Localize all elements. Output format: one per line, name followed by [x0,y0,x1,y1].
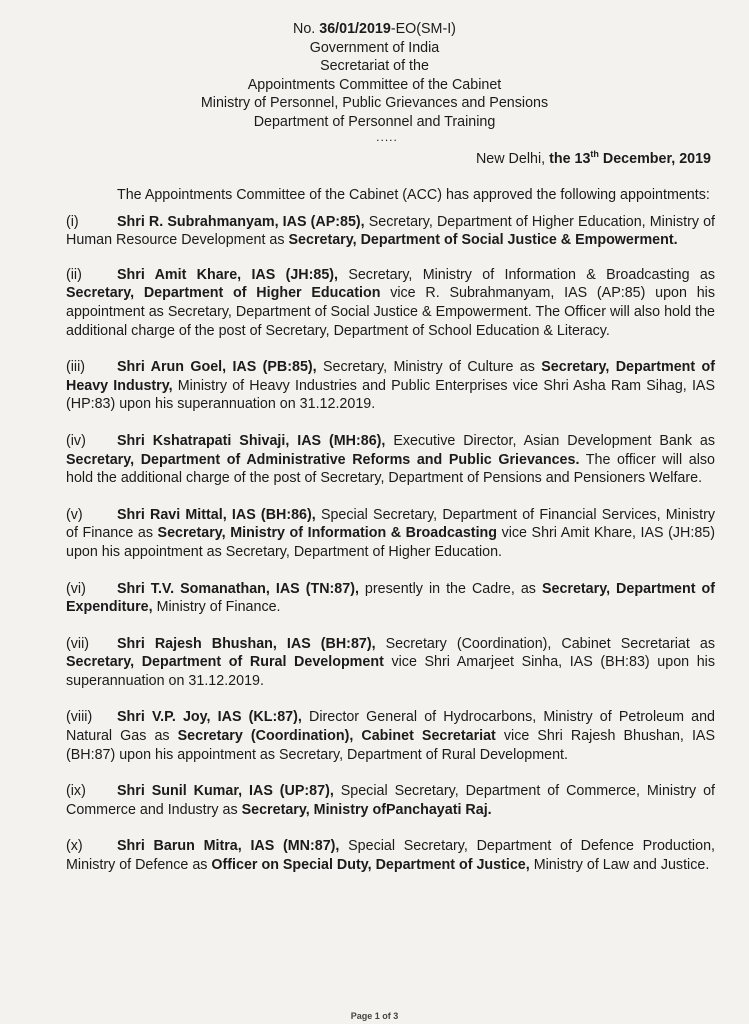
item-bold-text: Secretary, Department of Heavy Industry, [66,359,715,394]
date-suffix: th [590,149,599,159]
item-bold-text: Shri Sunil Kumar, IAS (UP:87), [117,783,334,800]
appointment-item [66,635,715,691]
header-line-government: Government of India [309,39,440,56]
appointment-item [66,506,715,562]
item-number: (ix) [66,783,86,800]
reference-number [0,20,749,39]
item-bold-text: Secretary (Coordination), Cabinet Secretariat [177,728,496,745]
item-text: Executive Director, Asian Development Bank as [385,432,715,449]
reference-suffix: -EO(SM-I) [390,21,456,37]
header-dots: ..... [376,129,398,144]
item-text: Ministry of Finance. [152,599,281,616]
item-text: presently in the Cadre, as [358,580,542,597]
appointment-item [66,708,715,764]
reference-prefix: No. [293,21,320,37]
item-text: Secretary, Department of Higher Education, Ministry of Human Resource Development as [66,213,716,249]
appointment-item [66,266,715,340]
item-bold-text: Officer on Special Duty, Department of Justice, [211,857,530,874]
item-text: vice Shri Rajesh Bhushan, IAS (BH:87) upon his appointment as Secretary, Department of Rural Development. [66,728,716,763]
header-line-secretariat: Secretariat of the [320,58,429,75]
item-number: (viii) [66,709,93,726]
item-text: Special Secretary, Department of Commerce, Ministry of Commerce and Industry as [66,783,715,818]
dateline [476,149,711,167]
item-bold-text: Secretary, Department of Higher Education [66,285,381,302]
item-bold-text: Shri Kshatrapati Shivaji, IAS (MH:86), [117,432,386,449]
item-bold-text: Shri T.V. Somanathan, IAS (TN:87), [117,580,359,597]
item-text: vice R. Subrahmanyam, IAS (AP:85) upon his appointment as Secretary, Department of Social Justice & Empowerment. The Officer will also hold the additional charge of the post of Secretary, Department of School Education & Literacy. [66,285,715,339]
page-number: Page 1 of 3 [350,1011,399,1021]
appointment-item [66,358,715,414]
item-number: (ii) [66,266,82,283]
item-number: (iii) [66,359,86,376]
item-text: The officer will also hold the additional charge of the post of Secretary, Department of Pensions and Pensioners Welfare. [66,451,715,487]
item-number: (vii) [66,635,90,652]
item-bold-text: Secretary, Department of Social Justice & Empowerment. [288,232,678,249]
item-number: (v) [66,506,83,523]
item-bold-text: Shri Amit Khare, IAS (JH:85), [117,266,339,283]
item-number: (i) [66,213,79,230]
item-text: Special Secretary, Department of Defence Production, Ministry of Defence as [66,838,715,874]
item-bold-text: Secretary, Department of Administrative Reforms and Public Grievances. [66,451,580,468]
item-number: (x) [66,838,83,855]
header-line-committee: Appointments Committee of the Cabinet [247,76,502,93]
item-text: Secretary, Ministry of Information & Broadcasting as [338,266,715,283]
item-bold-text: Shri Arun Goel, IAS (PB:85), [117,359,317,376]
item-bold-text: Secretary, Department of Expenditure, [66,580,715,616]
appointments-list [66,213,715,875]
item-text: Special Secretary, Department of Financial Services, Ministry of Finance as [66,506,715,542]
item-text: vice Shri Amit Khare, IAS (JH:85) upon his appointment as Secretary, Department of Higher Education. [66,525,716,560]
item-text: vice Shri Amarjeet Sinha, IAS (BH:83) upon his superannuation on 31.12.2019. [66,654,715,689]
appointment-item [66,580,715,617]
document-body [66,186,715,893]
item-bold-text: Shri Rajesh Bhushan, IAS (BH:87), [117,635,376,652]
item-number: (vi) [66,580,86,597]
date-month-year: December, 2019 [598,150,711,167]
item-text: Director General of Hydrocarbons, Ministry of Petroleum and Natural Gas as [66,709,715,745]
dateline-date [549,151,711,167]
item-text: Ministry of Law and Justice. [529,857,710,874]
reference-bold: 36/01/2019 [319,21,391,37]
item-number: (iv) [66,432,86,449]
appointment-item [66,213,715,250]
date-day: the 13 [549,150,591,167]
item-text: Secretary, Ministry of Culture as [316,359,542,376]
item-bold-text: Shri V.P. Joy, IAS (KL:87), [117,709,302,726]
item-text: Ministry of Heavy Industries and Public Enterprises vice Shri Asha Ram Sihag, IAS (HP:83) upon his superannuation on 31.12.2019. [66,377,715,413]
appointment-item [66,782,715,819]
header-line-department: Department of Personnel and Training [253,113,496,130]
header-line-ministry: Ministry of Personnel, Public Grievances and Pensions [200,95,549,112]
item-text: Secretary (Coordination), Cabinet Secretariat as [375,635,715,652]
item-bold-text: Secretary, Ministry of Information & Broadcasting [157,525,498,542]
item-bold-text: Shri Barun Mitra, IAS (MN:87), [117,838,340,855]
item-bold-text: Shri Ravi Mittal, IAS (BH:86), [117,506,316,523]
appointment-item [66,432,715,488]
item-bold-text: Secretary, Ministry ofPanchayati Raj. [241,801,492,818]
dateline-place: New Delhi, [475,150,550,167]
document-header [0,20,749,142]
intro-paragraph: The Appointments Committee of the Cabinet (ACC) has approved the following appointments: [117,187,710,203]
item-bold-text: Secretary, Department of Rural Development [66,654,384,671]
appointment-item [66,837,715,874]
item-bold-text: Shri R. Subrahmanyam, IAS (AP:85), [117,213,365,230]
